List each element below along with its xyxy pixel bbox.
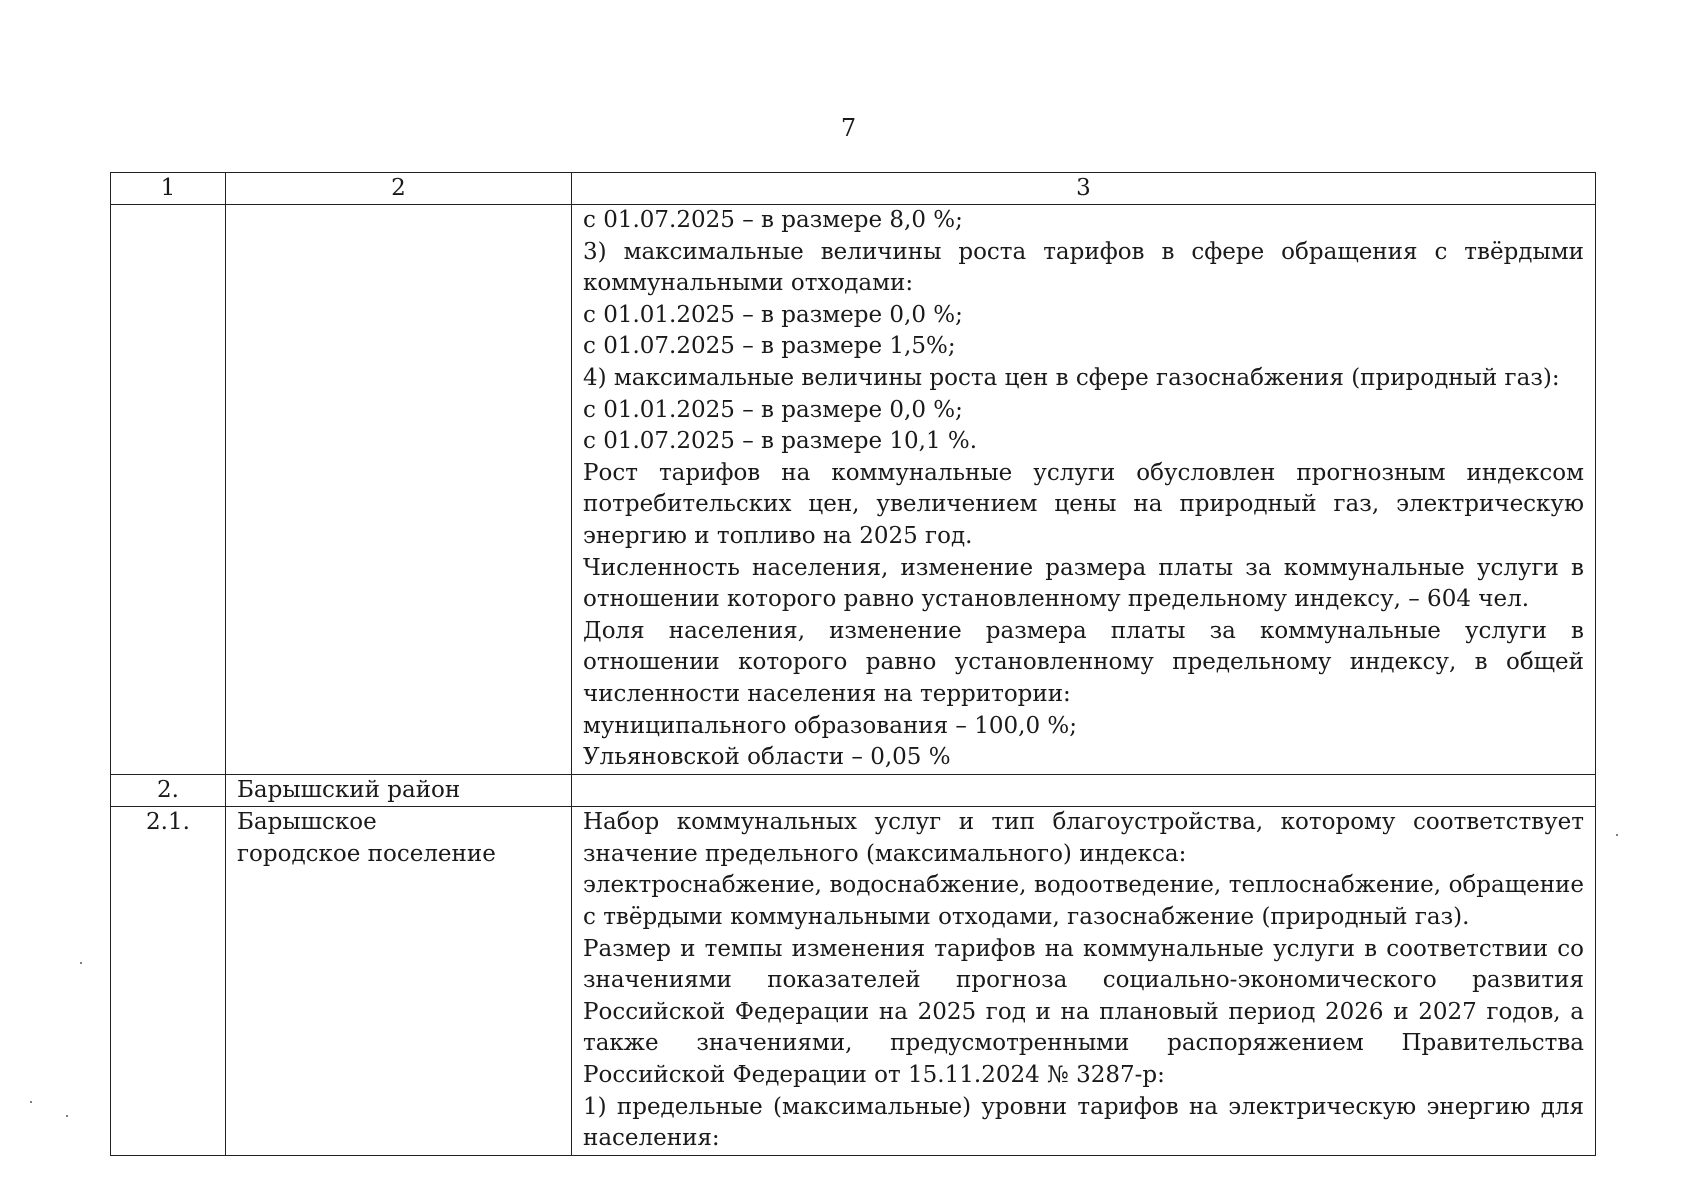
scan-speck bbox=[1616, 834, 1618, 836]
row-number-cell bbox=[111, 205, 226, 775]
content-line: Ульяновской области – 0,05 % bbox=[583, 744, 951, 771]
content-paragraph: Набор коммунальных услуг и тип благоустройства, которому соответствует значение предельного (максимального) индекса: bbox=[583, 809, 1584, 867]
content-paragraph: электроснабжение, водоснабжение, водоотведение, теплоснабжение, обращение с твёрдыми коммунальными отходами, газоснабжение (природный газ). bbox=[583, 872, 1584, 931]
content-paragraph: 1) предельные (максимальные) уровни тарифов на электрическую энергию для населения: bbox=[583, 1093, 1584, 1152]
table-row bbox=[111, 205, 1596, 775]
row-name-cell bbox=[226, 807, 572, 1156]
row-name-cell bbox=[226, 205, 572, 775]
content-line: с 01.07.2025 – в размере 10,1 %. bbox=[583, 428, 978, 455]
content-line: с 01.01.2025 – в размере 0,0 %; bbox=[583, 396, 963, 423]
content-line: муниципального образования – 100,0 %; bbox=[583, 712, 1077, 739]
row-content-cell bbox=[572, 807, 1596, 1156]
content-line: с 01.01.2025 – в размере 0,0 %; bbox=[583, 301, 963, 328]
row-number-cell: 2. bbox=[111, 774, 226, 807]
tariff-table bbox=[110, 172, 1596, 1156]
page-number: 7 bbox=[840, 114, 857, 142]
content-paragraph: Численность населения, изменение размера платы за коммунальные услуги в отношении которого равно установленному предельному индексу, – 604 чел. bbox=[583, 554, 1584, 613]
row-content-cell bbox=[572, 774, 1596, 807]
scan-speck bbox=[80, 962, 82, 964]
scan-speck bbox=[30, 1101, 32, 1103]
header-col-3: 3 bbox=[572, 173, 1596, 205]
row-name-cell: Барышский район bbox=[226, 774, 572, 807]
row-number-cell: 2.1. bbox=[111, 807, 226, 1156]
header-col-2: 2 bbox=[226, 173, 572, 205]
settlement-name-line: Барышское bbox=[237, 809, 377, 836]
row-content-cell bbox=[572, 205, 1596, 775]
content-line: 3) максимальные величины роста тарифов в сфере обращения с твёрдыми коммунальными отходами: bbox=[583, 238, 1584, 297]
table-header-row bbox=[111, 173, 1596, 205]
table-row-district bbox=[111, 774, 1596, 807]
scan-speck bbox=[66, 1115, 68, 1117]
content-line: с 01.07.2025 – в размере 1,5%; bbox=[583, 333, 956, 360]
table-row-settlement bbox=[111, 807, 1596, 1156]
content-paragraph: Рост тарифов на коммунальные услуги обусловлен прогнозным индексом потребительских цен, увеличением цены на природный газ, электрическую энергию и топливо на 2025 год. bbox=[583, 459, 1584, 549]
content-line: 4) максимальные величины роста цен в сфере газоснабжения (природный газ): bbox=[583, 364, 1560, 391]
header-col-1: 1 bbox=[111, 173, 226, 205]
content-paragraph: Размер и темпы изменения тарифов на коммунальные услуги в соответствии со значениями показателей прогноза социально-экономического развития Российской Федерации на 2025 год и на плановый период 2026 и 2027 годов, а также значениями, предусмотренными распоряжением Правительства Российской Федерации от 15.11.2024 № 3287-р: bbox=[583, 935, 1584, 1089]
content-paragraph: Доля населения, изменение размера платы за коммунальные услуги в отношении которого равно установленному предельному индексу, в общей численности населения на территории: bbox=[583, 617, 1584, 707]
settlement-name-line: городское поселение bbox=[237, 840, 496, 867]
content-line: с 01.07.2025 – в размере 8,0 %; bbox=[583, 207, 963, 233]
